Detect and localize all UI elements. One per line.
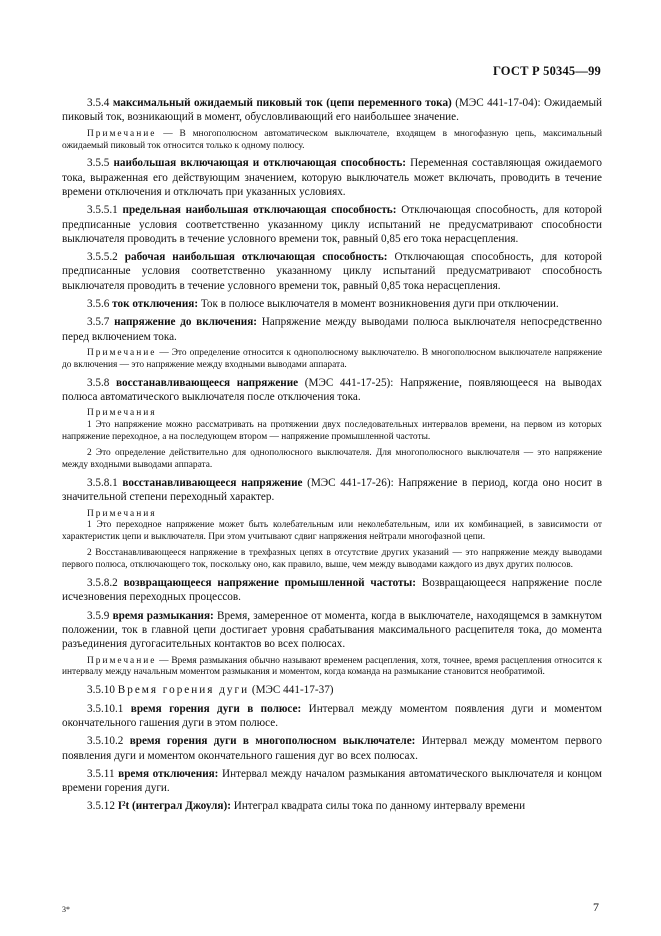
note-3-5-7: Примечание — Это определение относится к однополюсному выключателю. В многополюсном выключателе напряжение до включения — это напряжение между входными выводами аппарата. <box>62 347 602 370</box>
note-item: 1 Это переходное напряжение может быть колебательным или неколебательным, или их комбинацией, в зависимости от характеристик цепи и выключателя. При этом учитывают сдвиг напряжения нейтрали многофазной цепи. <box>62 520 602 543</box>
notes-heading: Примечания <box>87 508 157 519</box>
document-code: ГОСТ Р 50345—99 <box>492 64 601 78</box>
clause-3-5-9: 3.5.9 время размыкания: Время, замеренное от момента, когда в выключателе, находящемся в замкнутом положении, ток в главной цепи достигает уровня срабатывания максимального расцепителя тока, до момента разъединения дугогасительных контактов во всех полюсах. <box>62 609 603 651</box>
term: время отключения: <box>118 767 219 780</box>
note-3-5-9: Примечание — Время размыкания обычно называют временем расцепления, хотя, точнее, время расцепления относится к интервалу между начальным моментом размыкания и моментом, когда команда на размыкание становится необратимой. <box>62 655 602 678</box>
clause-3-5-7: 3.5.7 напряжение до включения: Напряжение между выводами полюса выключателя непосредственно перед включением тока. <box>62 316 602 343</box>
term: время размыкания: <box>112 609 214 622</box>
sheet-mark: 3* <box>62 905 70 914</box>
page-number: 7 <box>593 900 599 914</box>
clause-3-5-10-2: 3.5.10.2 время горения дуги в многополюсном выключателе: Интервал между моментом первого появления дуги и моментом окончательного гашения дуг во всех полюсах. <box>62 735 602 762</box>
term: восстанавливающееся напряжение <box>122 476 303 489</box>
note-3-5-4: Примечание — В многополюсном автоматическом выключателе, входящем в многофазную цепь, максимальный ожидаемый пиковый ток относится только к одному полюсу. <box>62 128 602 151</box>
clause-3-5-8-2: 3.5.8.2 возвращающееся напряжение промышленной частоты: Возвращающееся напряжение после исчезновения переходных процессов. <box>62 577 602 604</box>
term: время горения дуги в многополюсном выключателе: <box>129 735 416 748</box>
clause-3-5-5: 3.5.5 наибольшая включающая и отключающая способность: Переменная составляющая ожидаемого тока, выраженная его действующим значением, которую выключатель может включать, проводить в течение времени отключения и отключать при указанных условиях. <box>62 157 602 198</box>
term: максимальный ожидаемый пиковый ток (цепи переменного тока) <box>112 97 452 109</box>
term: ток отключения: <box>112 298 199 311</box>
clause-3-5-10-1: 3.5.10.1 время горения дуги в полюсе: Интервал между моментом появления дуги и моментом окончательного гашения дуги в этом полюсе. <box>62 702 603 729</box>
term: время горения дуги в полюсе: <box>130 702 302 715</box>
term: Время горения дуги <box>117 684 250 697</box>
term: наибольшая включающая и отключающая способность: <box>113 157 407 170</box>
clause-3-5-10: 3.5.10 Время горения дуги (МЭС 441-17-37) <box>87 684 334 697</box>
clause-3-5-5-1: 3.5.5.1 предельная наибольшая отключающая способность: Отключающая способность, для которой предписанные условия соответственно указанному циклу испытаний не предусматривают способности выключателя проводить в течение условного времени ток, равный 0,85 его тока нерасцепления. <box>62 204 602 245</box>
term: возвращающееся напряжение промышленной частоты: <box>123 577 417 590</box>
note-item: 2 Это определение действительно для однополюсного выключателя. Для многополюсного выключателя — это напряжение между входными выводами аппарата. <box>62 448 602 470</box>
document-body <box>62 96 602 818</box>
notes-heading: Примечания <box>87 408 157 419</box>
clause-3-5-6: 3.5.6 ток отключения: Ток в полюсе выключателя в момент возникновения дуги при отключении. <box>87 298 559 311</box>
note-item: 2 Восстанавливающееся напряжение в трехфазных цепях в отсутствие других указаний — это напряжение между выводами первого полюса, отключающего ток, поскольку оно, как правило, выше, чем между выводами каждого из двух других полюсов. <box>62 548 602 571</box>
clause-3-5-11: 3.5.11 время отключения: Интервал между началом размыкания автоматического выключателя и концом времени горения дуги. <box>62 767 602 795</box>
clause-3-5-8: 3.5.8 восстанавливающееся напряжение (МЭС 441-17-25): Напряжение, появляющееся на выводах полюса автоматического выключателя после отключения тока. <box>62 376 602 404</box>
clause-3-5-12: 3.5.12 I²t (интеграл Джоуля): Интеграл квадрата силы тока по данному интервалу времени <box>87 800 526 813</box>
note-label: Примечание <box>87 347 157 358</box>
term: рабочая наибольшая отключающая способность: <box>124 251 388 264</box>
note-label: Примечание <box>87 128 157 139</box>
clause-3-5-5-2: 3.5.5.2 рабочая наибольшая отключающая способность: Отключающая способность, для которой предписанные условия соответственно указанному циклу испытаний предусматривают способность выключателя проводить в течение условного времени ток, равный 0,85 тока нерасцепления. <box>62 251 602 292</box>
term: I²t (интеграл Джоуля): <box>117 800 231 813</box>
term: напряжение до включения: <box>114 316 257 329</box>
note-item: 1 Это напряжение можно рассматривать на протяжении двух последовательных интервалов времени, на первом из которых напряжение переходное, а на последующем втором — напряжение промышленной частоты. <box>62 420 602 443</box>
note-label: Примечание <box>87 655 157 666</box>
term: предельная наибольшая отключающая способность: <box>122 204 397 217</box>
term: восстанавливающееся напряжение <box>116 376 299 389</box>
clause-3-5-8-1: 3.5.8.1 восстанавливающееся напряжение (МЭС 441-17-26): Напряжение в период, когда оно носит в значительной степени переходный характер. <box>62 476 602 504</box>
clause-3-5-4: 3.5.4 максимальный ожидаемый пиковый ток (цепи переменного тока) (МЭС 441-17-04): Ожидаемый пиковый ток, возникающий в момент, обусловливающий его наибольшее значение. <box>62 97 602 124</box>
